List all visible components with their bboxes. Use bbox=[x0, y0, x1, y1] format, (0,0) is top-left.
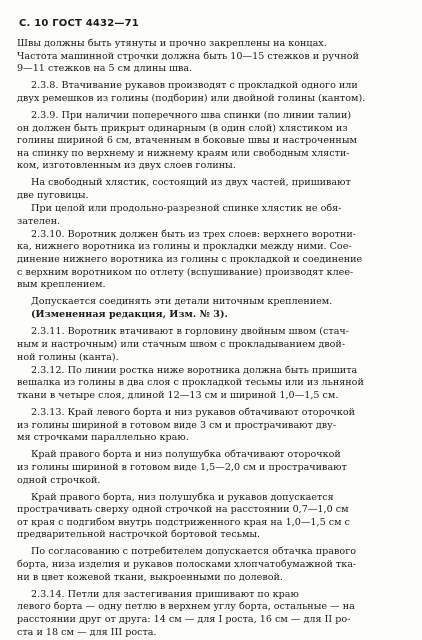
text-line: мя строчками параллельно краю. bbox=[17, 432, 189, 444]
text-line: прострачивать сверху одной строчкой на расстоянии 0,7—1,0 см bbox=[17, 504, 349, 516]
paragraph bbox=[17, 492, 406, 542]
paragraph bbox=[17, 110, 406, 173]
text-line: 2.3.8. Втачивание рукавов производят с прокладкой одного или bbox=[31, 80, 358, 92]
paragraph bbox=[17, 203, 406, 228]
text-line: ста и 18 см — для III роста. bbox=[17, 626, 157, 638]
paragraph bbox=[17, 296, 406, 309]
paragraph bbox=[17, 365, 406, 403]
paragraph bbox=[17, 326, 406, 364]
text-line: на спинку по верхнему и нижнему краям или свободным хлясти- bbox=[17, 147, 350, 159]
text-line: (Измененная редакция, Изм. № 3). bbox=[31, 309, 228, 321]
paragraph bbox=[17, 589, 406, 639]
paragraph bbox=[17, 38, 406, 76]
text-line: ка, нижнего воротника из голины и прокладки между ними. Сое- bbox=[17, 241, 352, 253]
paragraph bbox=[17, 449, 406, 487]
text-line: Швы должны быть утянуты и прочно закреплены на концах. bbox=[17, 38, 327, 49]
text-line: ни в цвет кожевой ткани, выкроенными по долевой. bbox=[17, 571, 283, 583]
text-line: 2.3.11. Воротник втачивают в горловину двойным швом (стач- bbox=[31, 326, 349, 338]
text-line: ком, изготовленным из двух слоев голины. bbox=[17, 160, 236, 172]
text-line: Край правого борта и низ полушубка обтачивают оторочкой bbox=[31, 449, 341, 461]
text-line: одной строчкой. bbox=[17, 474, 101, 486]
text-line: Допускается соединять эти детали ниточным креплением. bbox=[31, 296, 333, 308]
text-line: 2.3.9. При наличии поперечного шва спинки (по линии талии) bbox=[31, 109, 352, 121]
paragraph bbox=[17, 309, 406, 322]
text-line: с верхним воротником по отлету (вспушивание) производят клее- bbox=[17, 266, 354, 278]
text-line: ткани в четыре слоя, длиной 12—13 см и шириной 1,0—1,5 см. bbox=[17, 389, 339, 401]
page-header: С. 10 ГОСТ 4432—71 bbox=[19, 18, 139, 29]
text-line: расстоянии друг от друга: 14 см — для I роста, 16 см — для II ро- bbox=[17, 613, 351, 625]
text-line: от края с подгибом внутрь подстриженного края на 1,0—1,5 см с bbox=[17, 516, 350, 528]
text-line: На свободный хлястик, состоящий из двух частей, пришивают bbox=[31, 177, 351, 189]
text-line: двух ремешков из голины (подборин) или двойной голины (кантом). bbox=[17, 92, 366, 104]
paragraph bbox=[17, 80, 406, 105]
text-line: из голины шириной в готовом виде 1,5—2,0 см и прострачивают bbox=[17, 461, 347, 473]
text-line: Частота машинной строчки должна быть 10—15 стежков и ручной bbox=[17, 50, 359, 62]
paragraph bbox=[17, 407, 406, 445]
text-line: зателен. bbox=[17, 215, 61, 227]
document-body bbox=[17, 38, 406, 639]
text-line: 2.3.13. Край левого борта и низ рукавов обтачивают оторочкой bbox=[31, 407, 355, 419]
text-line: По согласованию с потребителем допускается обтачка правого bbox=[31, 546, 356, 558]
text-line: При целой или продольно-разрезной спинке хлястик не обя- bbox=[31, 203, 342, 215]
text-line: левого борта — одну петлю в верхнем углу борта, остальные — на bbox=[17, 601, 355, 613]
text-line: Край правого борта, низ полушубка и рукавов допускается bbox=[31, 491, 334, 503]
text-line: вым креплением. bbox=[17, 279, 106, 291]
text-line: 2.3.12. По линии ростка ниже воротника должна быть пришита bbox=[31, 364, 358, 376]
paragraph bbox=[17, 177, 406, 202]
text-line: динение нижнего воротника из голины с прокладкой и соединение bbox=[17, 254, 363, 265]
text-line: борта, низа изделия и рукавов полосками хлопчатобумажной тка- bbox=[17, 559, 357, 571]
text-line: 2.3.10. Воротник должен быть из трех слоев: верхнего воротни- bbox=[31, 228, 357, 240]
text-line: из голины шириной в готовом виде 3 см и прострачивают дву- bbox=[17, 419, 337, 431]
text-line: он должен быть прикрыт одинарным (в один слой) хлястиком из bbox=[17, 122, 348, 134]
text-line: ным и настрочным) или стачным швом с прокладыванием двой- bbox=[17, 339, 346, 351]
text-line: 2.3.14. Петли для застегивания пришивают по краю bbox=[31, 588, 299, 600]
text-line: ной голины (канта). bbox=[17, 351, 119, 363]
text-line: вешалка из голины в два слоя с прокладкой тесьмы или из льняной bbox=[17, 377, 364, 389]
paragraph bbox=[17, 229, 406, 292]
paragraph bbox=[17, 546, 406, 584]
text-line: 9—11 стежков на 5 см длины шва. bbox=[17, 63, 193, 75]
text-line: предварительной настрочкой бортовой тесьмы. bbox=[17, 529, 261, 541]
text-line: две пуговицы. bbox=[17, 190, 89, 202]
text-line: голины шириной 6 см, втаченным в боковые швы и настроченным bbox=[17, 135, 357, 147]
